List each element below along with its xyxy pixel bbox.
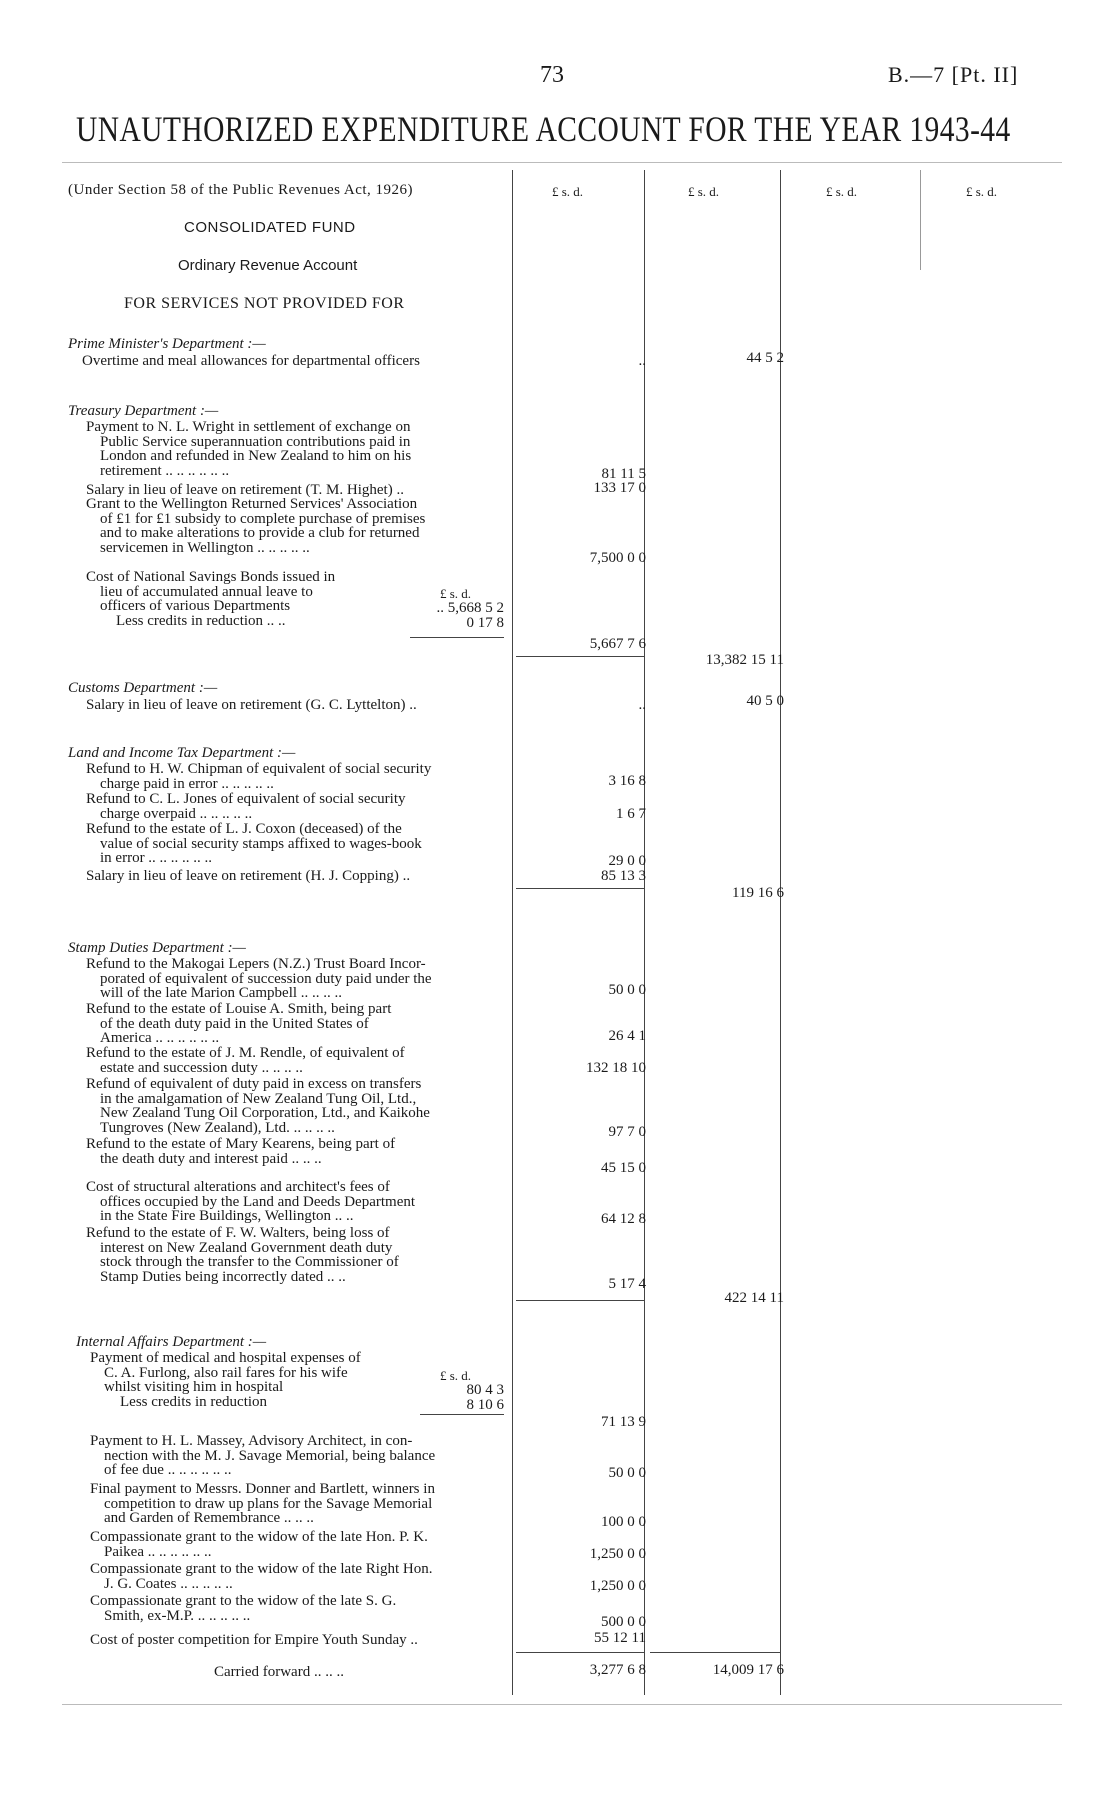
landtax-item-1 <box>86 762 526 791</box>
internal-item-4-line: Compassionate grant to the widow of the late Hon. P. K. <box>90 1529 428 1545</box>
dept-prime-minister: Prime Minister's Department :— <box>68 336 266 352</box>
stamp-item-7-line: interest on New Zealand Government death duty <box>100 1239 393 1256</box>
internal-item-1-line: Payment of medical and hospital expenses of <box>90 1350 361 1366</box>
internal-item-4-amount: 1,250 0 0 <box>589 1546 646 1562</box>
carried-forward-label: Carried forward .. .. .. <box>214 1664 344 1680</box>
stamp-item-7 <box>86 1226 526 1284</box>
landtax-total: 119 16 6 <box>732 885 784 901</box>
carried-forward-rule-2 <box>650 1652 780 1653</box>
currency-head-2: £ s. d. <box>688 184 720 199</box>
stamp-item-3-amount: 132 18 10 <box>586 1060 646 1076</box>
treasury-item-4-line: lieu of accumulated annual leave to <box>100 583 313 600</box>
internal-item-1-amount: 71 13 9 <box>601 1414 646 1430</box>
stamp-item-1-line: porated of equivalent of succession duty paid under the <box>100 970 432 987</box>
carried-forward-col2: 14,009 17 6 <box>712 1662 784 1678</box>
pm-item-1-amount: .. <box>638 353 646 369</box>
stamp-item-6 <box>86 1180 526 1224</box>
stamp-item-2-amount: 26 4 1 <box>608 1028 646 1044</box>
internal-item-1-sub2: 8 10 6 <box>466 1397 504 1413</box>
document-reference: B.—7 [Pt. II] <box>888 62 1019 87</box>
customs-item-1: Salary in lieu of leave on retirement (G. C. Lyttelton) .. <box>86 697 417 713</box>
stamp-item-4 <box>86 1077 526 1135</box>
stamp-item-1-line: Refund to the Makogai Lepers (N.Z.) Trust Board Incor- <box>86 956 426 972</box>
stamp-subtotal-rule <box>516 1300 644 1301</box>
landtax-item-2 <box>86 792 526 821</box>
internal-item-2-line: Payment to H. L. Massey, Advisory Architect, in con- <box>90 1433 413 1449</box>
internal-item-1-line: whilst visiting him in hospital <box>104 1379 284 1396</box>
stamp-item-6-line: Cost of structural alterations and architect's fees of <box>86 1179 390 1195</box>
stamp-item-4-line: New Zealand Tung Oil Corporation, Ltd., and Kaikohe <box>100 1105 430 1122</box>
stamp-item-7-amount: 5 17 4 <box>608 1276 646 1292</box>
services-heading: FOR SERVICES NOT PROVIDED FOR <box>124 295 405 312</box>
treasury-item-1-line: London and refunded in New Zealand to him on his <box>100 448 412 465</box>
treasury-item-3-line: and to make alterations to provide a club for returned <box>100 525 420 542</box>
page-title: UNAUTHORIZED EXPENDITURE ACCOUNT FOR THE YEAR 1943-44 <box>76 109 1011 149</box>
treasury-item-4-rule <box>410 637 504 638</box>
stamp-item-1 <box>86 957 526 1001</box>
landtax-item-2-amount: 1 6 7 <box>616 806 646 822</box>
account-heading: Ordinary Revenue Account <box>178 257 358 274</box>
treasury-item-4-subhead: £ s. d. <box>440 586 472 601</box>
internal-item-2 <box>90 1434 530 1478</box>
internal-item-5 <box>90 1562 530 1591</box>
dept-treasury: Treasury Department :— <box>68 403 219 419</box>
landtax-item-1-amount: 3 16 8 <box>608 773 646 789</box>
stamp-item-1-line: will of the late Marion Campbell .. .. .. .. <box>100 985 343 1002</box>
internal-item-2-line: of fee due .. .. .. .. .. .. <box>104 1462 232 1479</box>
landtax-item-3-line: in error .. .. .. .. .. .. <box>100 850 213 867</box>
stamp-item-3 <box>86 1046 526 1075</box>
internal-item-4 <box>90 1530 530 1559</box>
internal-item-3 <box>90 1482 530 1526</box>
stamp-item-4-line: Tungroves (New Zealand), Ltd. .. .. .. .. <box>100 1119 335 1136</box>
internal-item-1-line: C. A. Furlong, also rail fares for his wife <box>104 1364 348 1381</box>
internal-item-6-line: Compassionate grant to the widow of the late S. G. <box>90 1593 397 1609</box>
treasury-item-3-line: of £1 for £1 subsidy to complete purchase of premises <box>100 510 426 527</box>
internal-item-6-amount: 500 0 0 <box>601 1614 646 1630</box>
stamp-item-7-line: Stamp Duties being incorrectly dated .. .. <box>100 1268 346 1285</box>
currency-head-3: £ s. d. <box>826 184 858 199</box>
stamp-item-2-line: Refund to the estate of Louise A. Smith, being part <box>86 1001 392 1017</box>
internal-item-1-subhead: £ s. d. <box>440 1368 472 1383</box>
internal-item-5-line: Compassionate grant to the widow of the late Right Hon. <box>90 1561 433 1577</box>
column-rule-3 <box>780 170 781 1695</box>
carried-forward-rule-1 <box>516 1652 644 1653</box>
treasury-item-3-amount: 7,500 0 0 <box>589 550 646 566</box>
treasury-item-1 <box>86 420 526 478</box>
treasury-item-4 <box>86 570 386 628</box>
treasury-item-2: Salary in lieu of leave on retirement (T. M. Highet) .. <box>86 482 404 498</box>
internal-item-3-line: competition to draw up plans for the Savage Memorial <box>104 1495 433 1512</box>
landtax-item-2-line: Refund to C. L. Jones of equivalent of social security <box>86 791 406 807</box>
internal-item-1-sub1: 80 4 3 <box>466 1382 504 1398</box>
internal-item-1 <box>90 1351 410 1409</box>
treasury-total: 13,382 15 11 <box>705 652 784 668</box>
customs-total: 40 5 0 <box>746 693 784 709</box>
treasury-item-4-amount: 5,667 7 6 <box>589 636 646 652</box>
currency-head-1: £ s. d. <box>552 184 584 199</box>
landtax-item-1-line: charge paid in error .. .. .. .. .. <box>100 775 274 792</box>
stamp-item-3-line: estate and succession duty .. .. .. .. <box>100 1059 303 1076</box>
landtax-item-3-line: value of social security stamps affixed to wages-book <box>100 835 422 852</box>
internal-item-7: Cost of poster competition for Empire Youth Sunday .. <box>90 1632 418 1648</box>
stamp-item-3-line: Refund to the estate of J. M. Rendle, of equivalent of <box>86 1045 405 1061</box>
treasury-item-4-line: officers of various Departments <box>100 598 291 615</box>
landtax-item-3-line: Refund to the estate of L. J. Coxon (deceased) of the <box>86 821 402 837</box>
treasury-item-4-line: Cost of National Savings Bonds issued in <box>86 569 336 585</box>
landtax-item-4-amount: 85 13 3 <box>601 868 646 884</box>
stamp-item-4-line: Refund of equivalent of duty paid in excess on transfers <box>86 1076 422 1092</box>
stamp-total: 422 14 11 <box>724 1290 784 1306</box>
stamp-item-6-line: in the State Fire Buildings, Wellington .. .. <box>100 1208 354 1225</box>
treasury-item-4-sub2: 0 17 8 <box>466 615 504 631</box>
pm-total: 44 5 2 <box>746 350 784 366</box>
stamp-item-6-amount: 64 12 8 <box>601 1211 646 1227</box>
stamp-item-5-line: the death duty and interest paid .. .. .. <box>100 1150 322 1167</box>
stamp-item-5 <box>86 1137 526 1166</box>
customs-item-1-amount: .. <box>638 697 646 713</box>
treasury-item-1-line: Payment to N. L. Wright in settlement of exchange on <box>86 419 411 435</box>
internal-item-6 <box>90 1594 530 1623</box>
stamp-item-2-line: America .. .. .. .. .. .. <box>100 1030 220 1047</box>
stamp-item-7-line: stock through the transfer to the Commissioner of <box>100 1254 399 1271</box>
authority-line: (Under Section 58 of the Public Revenues Act, 1926) <box>68 182 414 198</box>
treasury-item-1-amount: 81 11 5 <box>601 466 646 482</box>
internal-item-4-line: Paikea .. .. .. .. .. .. <box>104 1543 212 1560</box>
stamp-item-4-amount: 97 7 0 <box>608 1124 646 1140</box>
stamp-item-1-amount: 50 0 0 <box>608 982 646 998</box>
internal-item-2-amount: 50 0 0 <box>608 1465 646 1481</box>
treasury-item-4-sub1: .. 5,668 5 2 <box>436 600 504 616</box>
dept-customs: Customs Department :— <box>68 680 218 696</box>
stamp-item-2-line: of the death duty paid in the United States of <box>100 1015 369 1032</box>
stamp-item-4-line: in the amalgamation of New Zealand Tung Oil, Ltd., <box>100 1090 417 1107</box>
pm-item-1: Overtime and meal allowances for departmental officers <box>82 353 420 369</box>
dept-land-income-tax: Land and Income Tax Department :— <box>68 745 296 761</box>
treasury-item-1-line: Public Service superannuation contributions paid in <box>100 433 411 450</box>
landtax-item-1-line: Refund to H. W. Chipman of equivalent of social security <box>86 761 432 777</box>
stamp-item-5-amount: 45 15 0 <box>601 1160 646 1176</box>
stamp-item-5-line: Refund to the estate of Mary Kearens, being part of <box>86 1136 396 1152</box>
landtax-item-3 <box>86 822 526 866</box>
stamp-item-7-line: Refund to the estate of F. W. Walters, being loss of <box>86 1225 390 1241</box>
internal-item-3-amount: 100 0 0 <box>601 1514 646 1530</box>
stamp-item-2 <box>86 1002 526 1046</box>
internal-item-6-line: Smith, ex-M.P. .. .. .. .. .. <box>104 1607 251 1624</box>
treasury-item-3 <box>86 497 526 555</box>
landtax-item-3-amount: 29 0 0 <box>608 853 646 869</box>
landtax-subtotal-rule <box>516 888 644 889</box>
column-rule-4 <box>920 170 921 270</box>
internal-item-1-line: Less credits in reduction <box>120 1393 268 1410</box>
dept-stamp-duties: Stamp Duties Department :— <box>68 940 246 956</box>
currency-head-4: £ s. d. <box>966 184 998 199</box>
carried-forward-col1: 3,277 6 8 <box>589 1662 646 1678</box>
footer-rule <box>62 1704 1062 1705</box>
internal-item-5-amount: 1,250 0 0 <box>589 1578 646 1594</box>
treasury-item-4-line: Less credits in reduction .. .. <box>116 612 286 629</box>
treasury-item-3-line: Grant to the Wellington Returned Services' Association <box>86 496 418 512</box>
treasury-item-3-line: servicemen in Wellington .. .. .. .. .. <box>100 539 310 556</box>
landtax-item-4: Salary in lieu of leave on retirement (H. J. Copping) .. <box>86 868 411 884</box>
dept-internal-affairs: Internal Affairs Department :— <box>76 1334 267 1350</box>
landtax-item-2-line: charge overpaid .. .. .. .. .. <box>100 805 253 822</box>
treasury-item-2-amount: 133 17 0 <box>593 480 646 496</box>
internal-item-2-line: nection with the M. J. Savage Memorial, being balance <box>104 1447 436 1464</box>
fund-heading: CONSOLIDATED FUND <box>184 219 356 236</box>
page-number: 73 <box>540 62 564 88</box>
treasury-subtotal-rule <box>516 656 644 657</box>
internal-item-3-line: Final payment to Messrs. Donner and Bartlett, winners in <box>90 1481 435 1497</box>
internal-item-7-amount: 55 12 11 <box>594 1630 646 1646</box>
internal-item-3-line: and Garden of Remembrance .. .. .. <box>104 1510 314 1527</box>
internal-item-5-line: J. G. Coates .. .. .. .. .. <box>104 1575 233 1592</box>
stamp-item-6-line: offices occupied by the Land and Deeds Department <box>100 1193 416 1210</box>
treasury-item-1-line: retirement .. .. .. .. .. .. <box>100 462 230 479</box>
header-rule <box>62 162 1062 163</box>
internal-item-1-rule <box>420 1414 504 1415</box>
